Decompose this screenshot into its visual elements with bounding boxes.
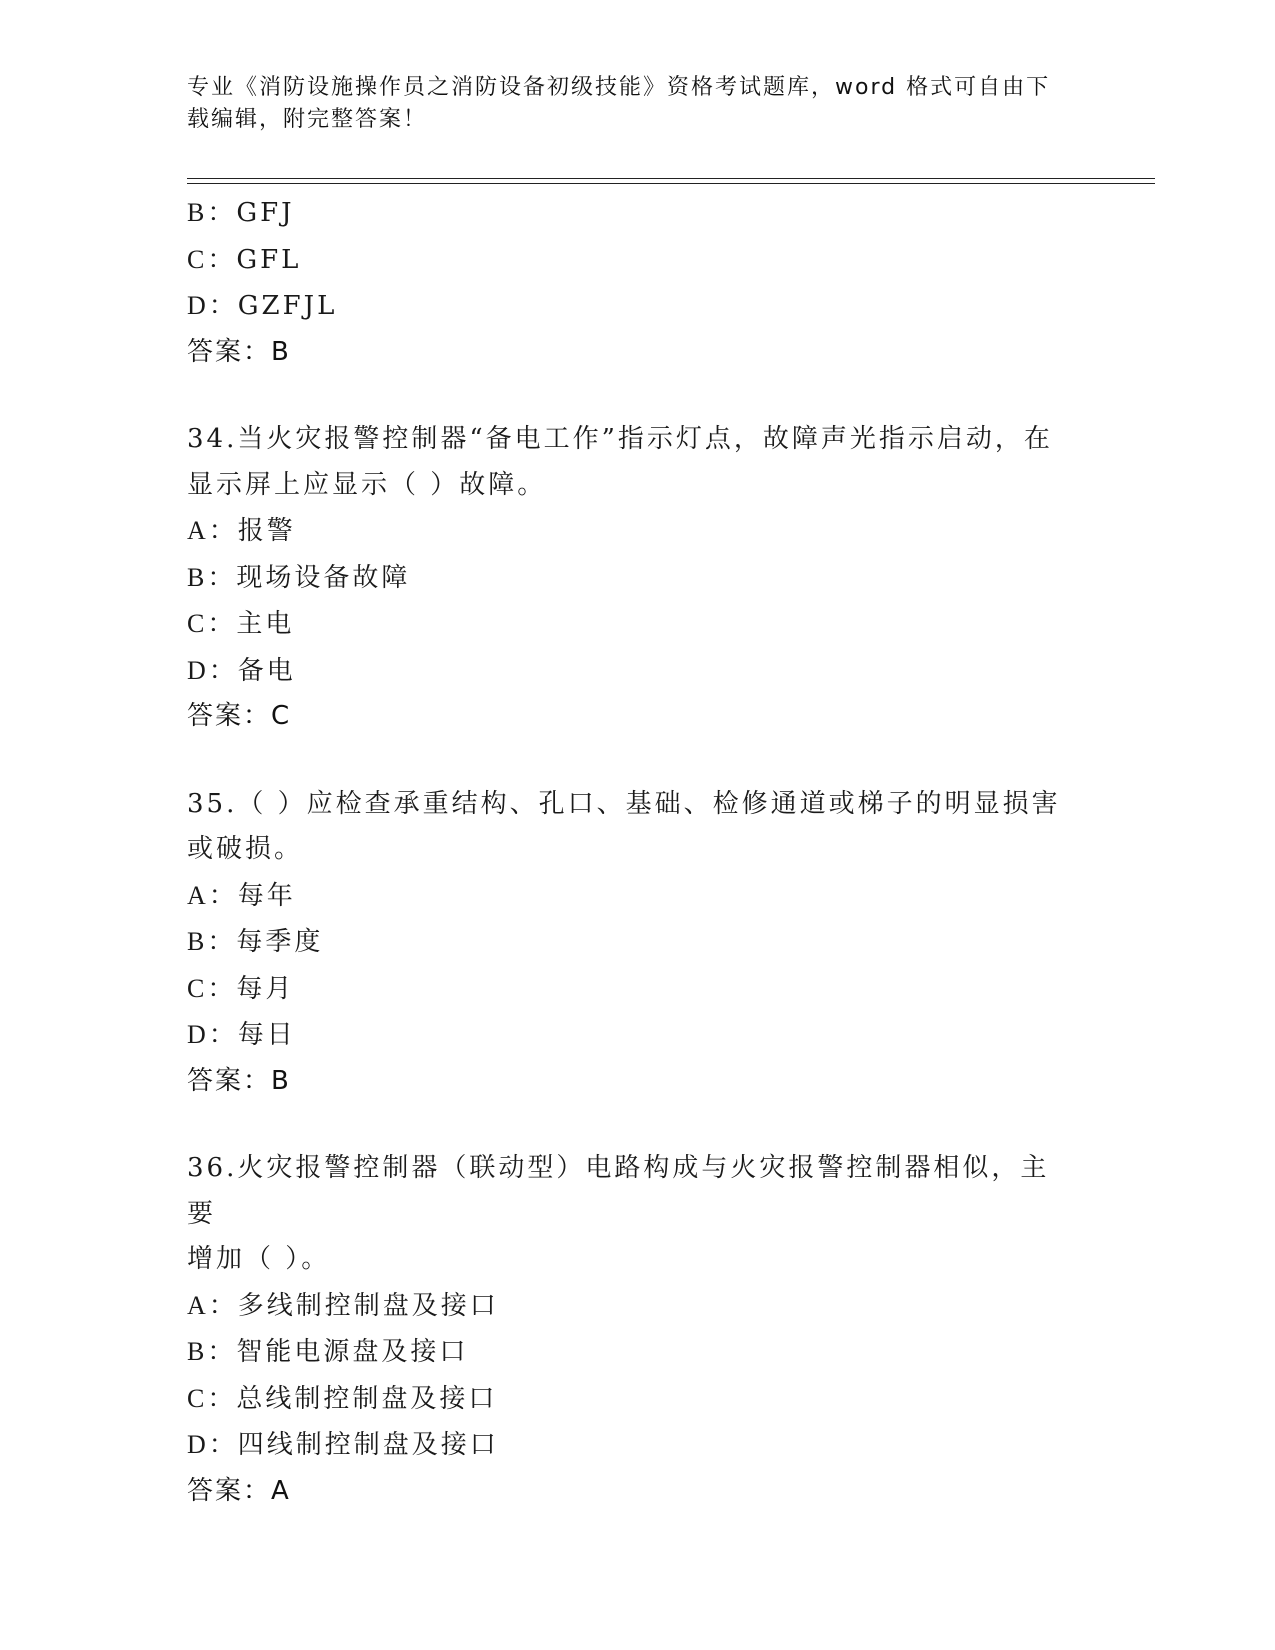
option-b: B：智能电源盘及接口 bbox=[187, 1337, 469, 1367]
option-a: A：报警 bbox=[187, 516, 296, 546]
option-c: C：每月 bbox=[187, 973, 295, 1004]
header-divider-top bbox=[187, 178, 1155, 179]
option-a: A：每年 bbox=[187, 880, 296, 911]
question-34 bbox=[187, 417, 1087, 740]
option-c: C：GFL bbox=[187, 244, 302, 275]
option-d: D：GZFJL bbox=[187, 291, 338, 321]
question-stem-line-2: 显示屏上应显示（ ）故障。 bbox=[187, 469, 547, 500]
answer-line: 答案：C bbox=[187, 701, 292, 731]
option-a: A：多线制控制盘及接口 bbox=[187, 1290, 499, 1321]
document-header bbox=[187, 72, 1067, 136]
option-d: D：备电 bbox=[187, 655, 296, 686]
question-36 bbox=[187, 1146, 1087, 1514]
question-stem-line-1: 36.火灾报警控制器（联动型）电路构成与火灾报警控制器相似，主要 bbox=[187, 1153, 1050, 1229]
option-d: D：每日 bbox=[187, 1020, 296, 1050]
option-d: D：四线制控制盘及接口 bbox=[187, 1430, 499, 1460]
question-stem-line-1: 34.当火灾报警控制器“备电工作”指示灯点，故障声光指示启动，在 bbox=[187, 424, 1053, 454]
option-b: B：现场设备故障 bbox=[187, 562, 411, 593]
option-c: C：主电 bbox=[187, 609, 295, 639]
header-line-1: 专业《消防设施操作员之消防设备初级技能》资格考试题库，word 格式可自由下 bbox=[187, 75, 1051, 100]
option-b: B：每季度 bbox=[187, 927, 324, 957]
question-stem bbox=[187, 1146, 1077, 1283]
question-33-tail bbox=[187, 190, 1087, 375]
header-divider-bottom bbox=[187, 183, 1155, 184]
question-stem-line-2: 增加（ ）。 bbox=[187, 1244, 331, 1274]
answer-line: 答案：B bbox=[187, 1065, 291, 1096]
answer-line: 答案：A bbox=[187, 1475, 291, 1506]
question-stem-line-1: 35.（ ）应检查承重结构、孔口、基础、检修通道或梯子的明显损害 bbox=[187, 788, 1061, 819]
option-c: C：总线制控制盘及接口 bbox=[187, 1383, 498, 1414]
question-stem-line-2: 或破损。 bbox=[187, 834, 304, 864]
answer-line: 答案：B bbox=[187, 336, 291, 367]
question-stem bbox=[187, 417, 1077, 508]
question-stem bbox=[187, 782, 1077, 873]
option-b: B：GFJ bbox=[187, 198, 295, 228]
question-35 bbox=[187, 782, 1087, 1105]
question-list bbox=[187, 190, 1087, 1514]
header-line-2: 载编辑，附完整答案！ bbox=[187, 107, 428, 132]
